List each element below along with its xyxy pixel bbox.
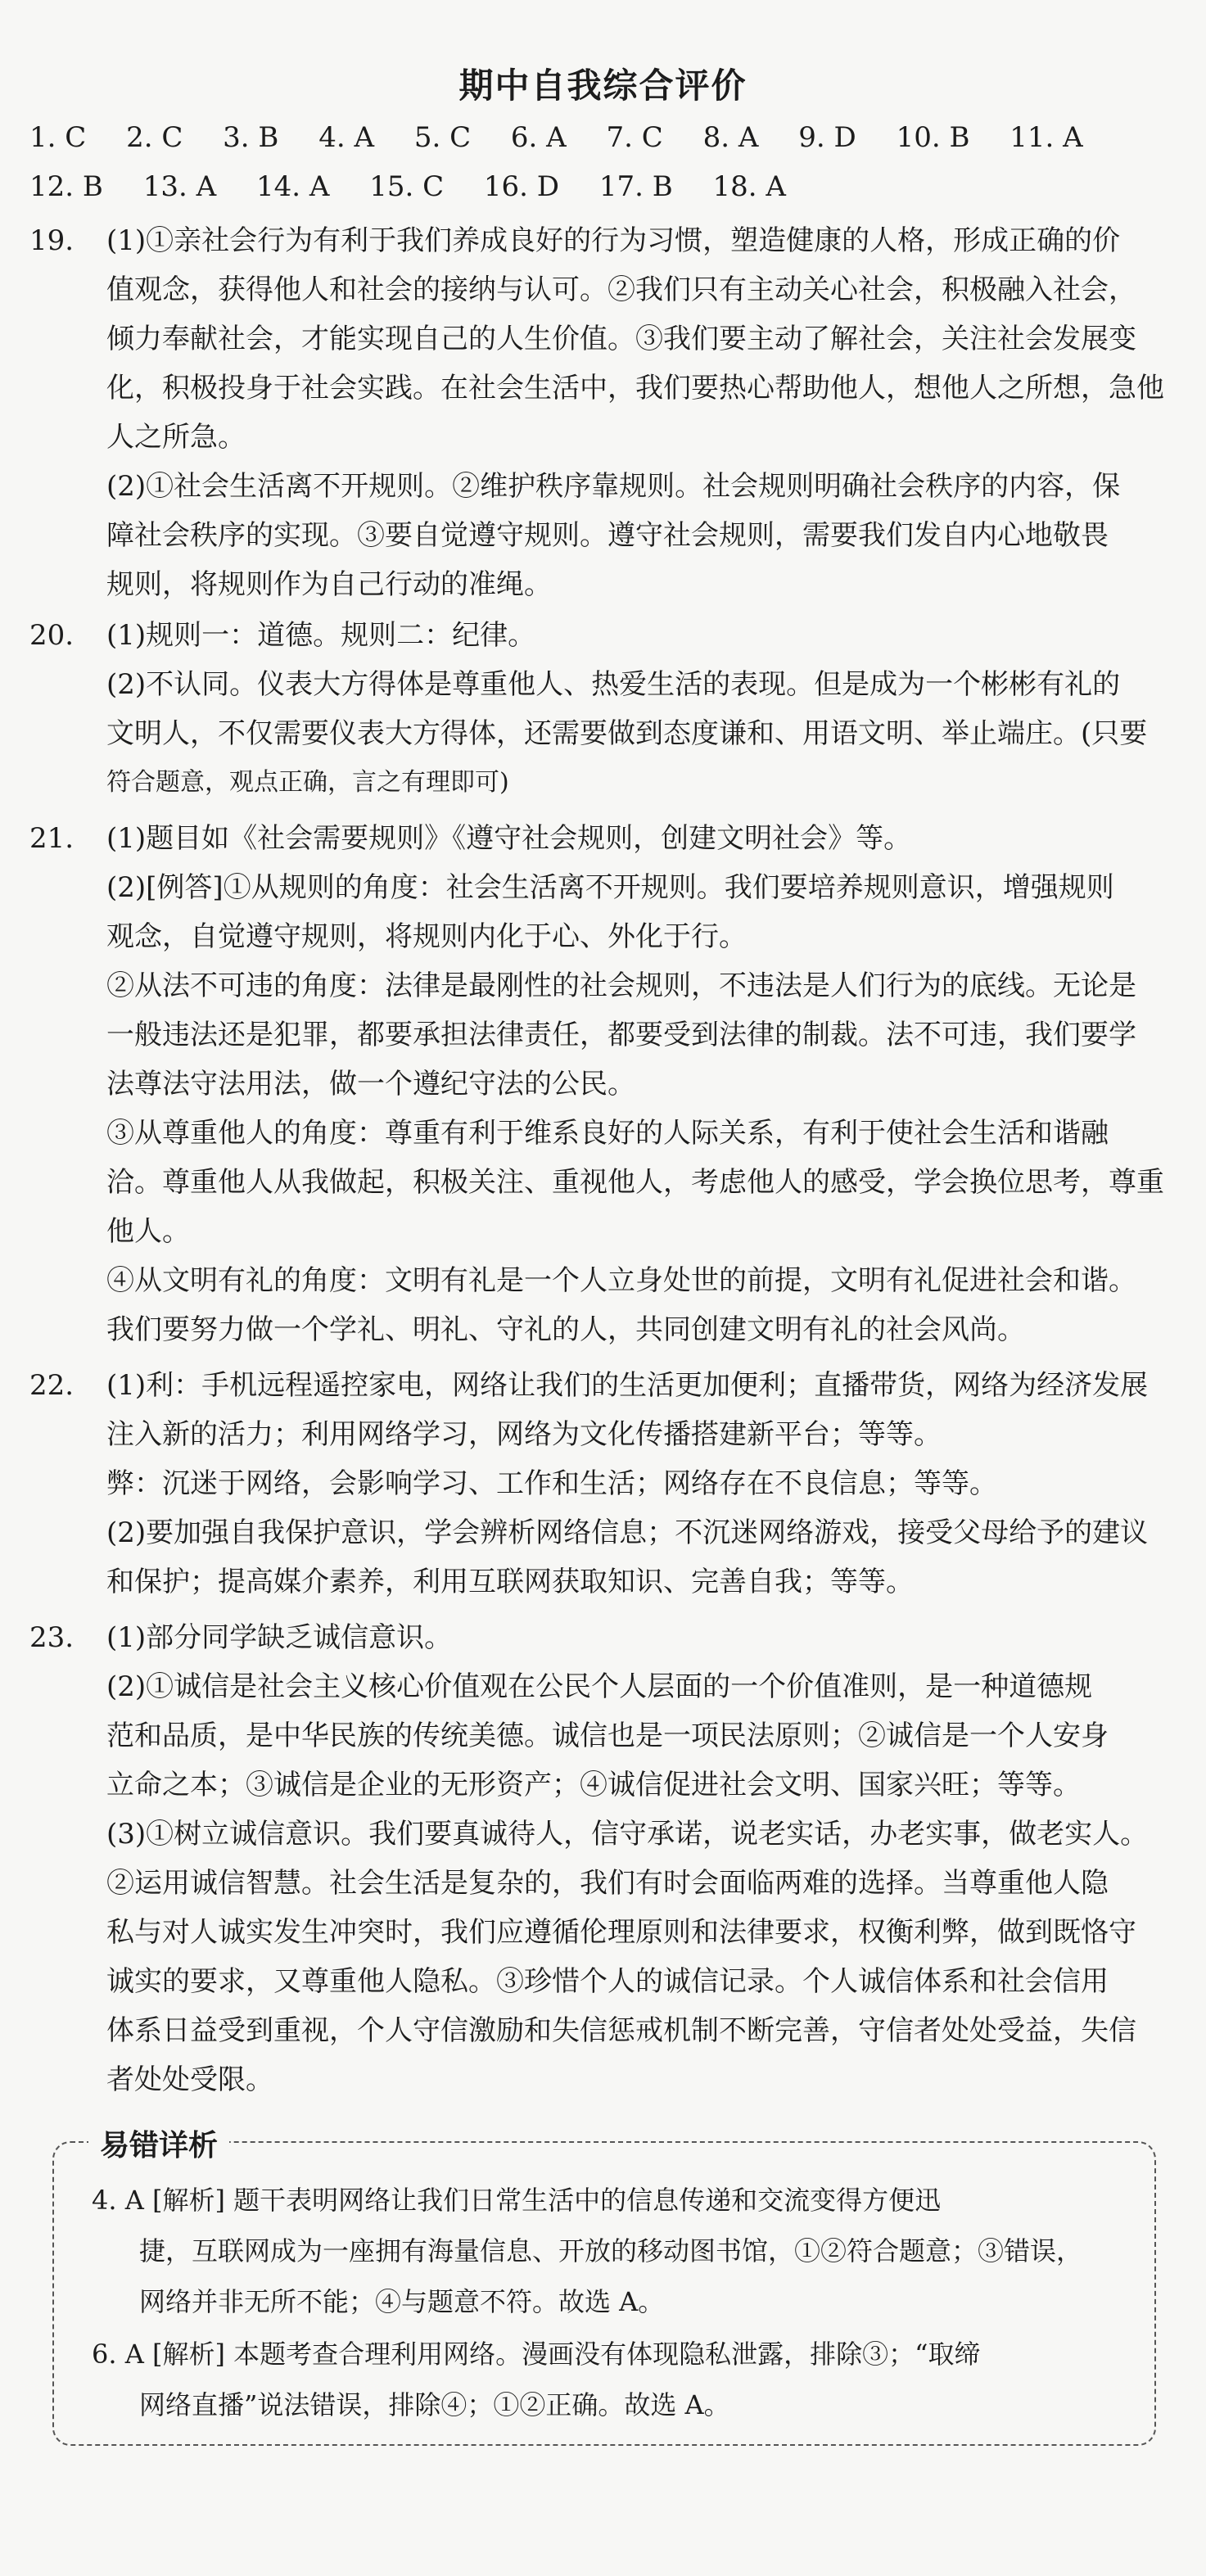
mc-answer: 7. C xyxy=(606,121,663,154)
q19-line: (1)①亲社会行为有利于我们养成良好的行为习惯，塑造健康的人格，形成正确的价 xyxy=(106,224,1121,257)
q19-line: 人之所急。 xyxy=(106,421,246,454)
question-number: 19. xyxy=(29,224,75,257)
analysis-line: 4. A [解析] 题干表明网络让我们日常生活中的信息传递和交流变得方便迅 xyxy=(92,2185,942,2216)
q23-line: ②运用诚信智慧。社会生活是复杂的，我们有时会面临两难的选择。当尊重他人隐 xyxy=(106,1867,1109,1900)
q21-line: (1)题目如《社会需要规则》《遵守社会规则，创建文明社会》等。 xyxy=(106,822,912,855)
mc-answer: 16. D xyxy=(483,170,560,203)
question-number: 21. xyxy=(29,822,75,855)
q23-line: (2)①诚信是社会主义核心价值观在公民个人层面的一个价值准则，是一种道德规 xyxy=(106,1670,1093,1703)
analysis-line: 网络直播”说法错误，排除④；①②正确。故选 A。 xyxy=(139,2389,730,2420)
mc-answer: 6. A xyxy=(510,121,567,154)
mc-answers-row-1 xyxy=(29,121,1114,154)
mc-answer: 12. B xyxy=(29,170,103,203)
q23-line: 诚实的要求，又尊重他人隐私。③珍惜个人的诚信记录。个人诚信体系和社会信用 xyxy=(106,1965,1109,1998)
q22-line: 弊：沉迷于网络，会影响学习、工作和生活；网络存在不良信息；等等。 xyxy=(106,1467,997,1500)
q21-line: ②从法不可违的角度：法律是最刚性的社会规则，不违法是人们行为的底线。无论是 xyxy=(106,969,1136,1002)
mc-answer: 11. A xyxy=(1010,121,1083,154)
q21-line: 他人。 xyxy=(106,1215,190,1248)
q22-line: 注入新的活力；利用网络学习，网络为文化传播搭建新平台；等等。 xyxy=(106,1418,942,1451)
mc-answer: 17. B xyxy=(598,170,673,203)
mc-answer: 1. C xyxy=(29,121,87,154)
analysis-line: 捷，互联网成为一座拥有海量信息、开放的移动图书馆，①②符合题意；③错误， xyxy=(139,2235,1083,2266)
q22-line: (1)利：手机远程遥控家电，网络让我们的生活更加便利；直播带货，网络为经济发展 xyxy=(106,1369,1149,1402)
mc-answer: 5. C xyxy=(413,121,472,154)
q19-line: 化，积极投身于社会实践。在社会生活中，我们要热心帮助他人，想他人之所想，急他 xyxy=(106,372,1164,404)
q23-line: 体系日益受到重视，个人守信激励和失信惩戒机制不断完善，守信者处处受益，失信 xyxy=(106,2014,1136,2047)
q21-line: ④从文明有礼的角度：文明有礼是一个人立身处世的前提，文明有礼促进社会和谐。 xyxy=(106,1264,1136,1297)
q20-line: 文明人，不仅需要仪表大方得体，还需要做到态度谦和、用语文明、举止端庄。(只要 xyxy=(106,717,1148,750)
mc-answer: 10. B xyxy=(896,121,970,154)
q23-line: (1)部分同学缺乏诚信意识。 xyxy=(106,1621,453,1654)
question-number: 23. xyxy=(29,1621,75,1654)
q20-line: (1)规则一：道德。规则二：纪律。 xyxy=(106,619,536,652)
mc-answer: 3. B xyxy=(223,121,279,154)
q19-line: 障社会秩序的实现。③要自觉遵守规则。遵守社会规则，需要我们发自内心地敬畏 xyxy=(106,519,1109,552)
analysis-line: 6. A [解析] 本题考查合理利用网络。漫画没有体现隐私泄露，排除③；“取缔 xyxy=(92,2339,981,2370)
question-number: 22. xyxy=(29,1369,75,1402)
q23-line: 私与对人诚实发生冲突时，我们应遵循伦理原则和法律要求，权衡利弊，做到既恪守 xyxy=(106,1916,1136,1949)
q23-line: 范和品质，是中华民族的传统美德。诚信也是一项民法原则；②诚信是一个人安身 xyxy=(106,1720,1109,1752)
q19-line: 倾力奉献社会，才能实现自己的人生价值。③我们要主动了解社会，关注社会发展变 xyxy=(106,323,1136,355)
q23-line: (3)①树立诚信意识。我们要真诚待人，信守承诺，说老实话，办老实事，做老实人。 xyxy=(106,1818,1149,1851)
q22-line: 和保护；提高媒介素养，利用互联网获取知识、完善自我；等等。 xyxy=(106,1566,914,1598)
q19-line: 规则，将规则作为自己行动的准绳。 xyxy=(106,568,552,601)
error-analysis-label: 易错详析 xyxy=(88,2122,229,2164)
q20-line: (2)不认同。仪表大方得体是尊重他人、热爱生活的表现。但是成为一个彬彬有礼的 xyxy=(106,668,1121,701)
mc-answer: 8. A xyxy=(702,121,759,154)
question-number: 20. xyxy=(29,619,75,652)
q22-line: (2)要加强自我保护意识，学会辨析网络信息；不沉迷网络游戏，接受父母给予的建议 xyxy=(106,1516,1149,1549)
q23-line: 立命之本；③诚信是企业的无形资产；④诚信促进社会文明、国家兴旺；等等。 xyxy=(106,1769,1081,1801)
page-title: 期中自我综合评价 xyxy=(458,66,748,106)
q23-line: 者处处受限。 xyxy=(106,2063,273,2096)
mc-answer: 18. A xyxy=(712,170,786,203)
mc-answer: 4. A xyxy=(318,121,375,154)
q19-line: 值观念，获得他人和社会的接纳与认可。②我们只有主动关心社会，积极融入社会， xyxy=(106,273,1136,306)
mc-answer: 15. C xyxy=(369,170,445,203)
mc-answer: 14. A xyxy=(255,170,330,203)
mc-answer: 13. A xyxy=(142,170,217,203)
q21-line: 法尊法守法用法，做一个遵纪守法的公民。 xyxy=(106,1068,635,1100)
q21-line: 我们要努力做一个学礼、明礼、守礼的人，共同创建文明有礼的社会风尚。 xyxy=(106,1313,1025,1346)
q21-line: (2)[例答]①从规则的角度：社会生活离不开规则。我们要培养规则意识，增强规则 xyxy=(106,871,1114,904)
mc-answer: 2. C xyxy=(126,121,183,154)
mc-answers-row-2 xyxy=(29,170,817,203)
q21-line: 洽。尊重他人从我做起，积极关注、重视他人，考虑他人的感受，学会换位思考，尊重 xyxy=(106,1166,1164,1199)
q21-line: 观念，自觉遵守规则，将规则内化于心、外化于行。 xyxy=(106,920,747,953)
q21-line: 一般违法还是犯罪，都要承担法律责任，都要受到法律的制裁。法不可违，我们要学 xyxy=(106,1019,1136,1051)
q19-line: (2)①社会生活离不开规则。②维护秩序靠规则。社会规则明确社会秩序的内容，保 xyxy=(106,470,1121,503)
q20-line: 符合题意，观点正确，言之有理即可) xyxy=(106,768,509,797)
analysis-line: 网络并非无所不能；④与题意不符。故选 A。 xyxy=(139,2286,665,2317)
mc-answer: 9. D xyxy=(798,121,856,154)
q21-line: ③从尊重他人的角度：尊重有利于维系良好的人际关系，有利于使社会生活和谐融 xyxy=(106,1117,1109,1150)
